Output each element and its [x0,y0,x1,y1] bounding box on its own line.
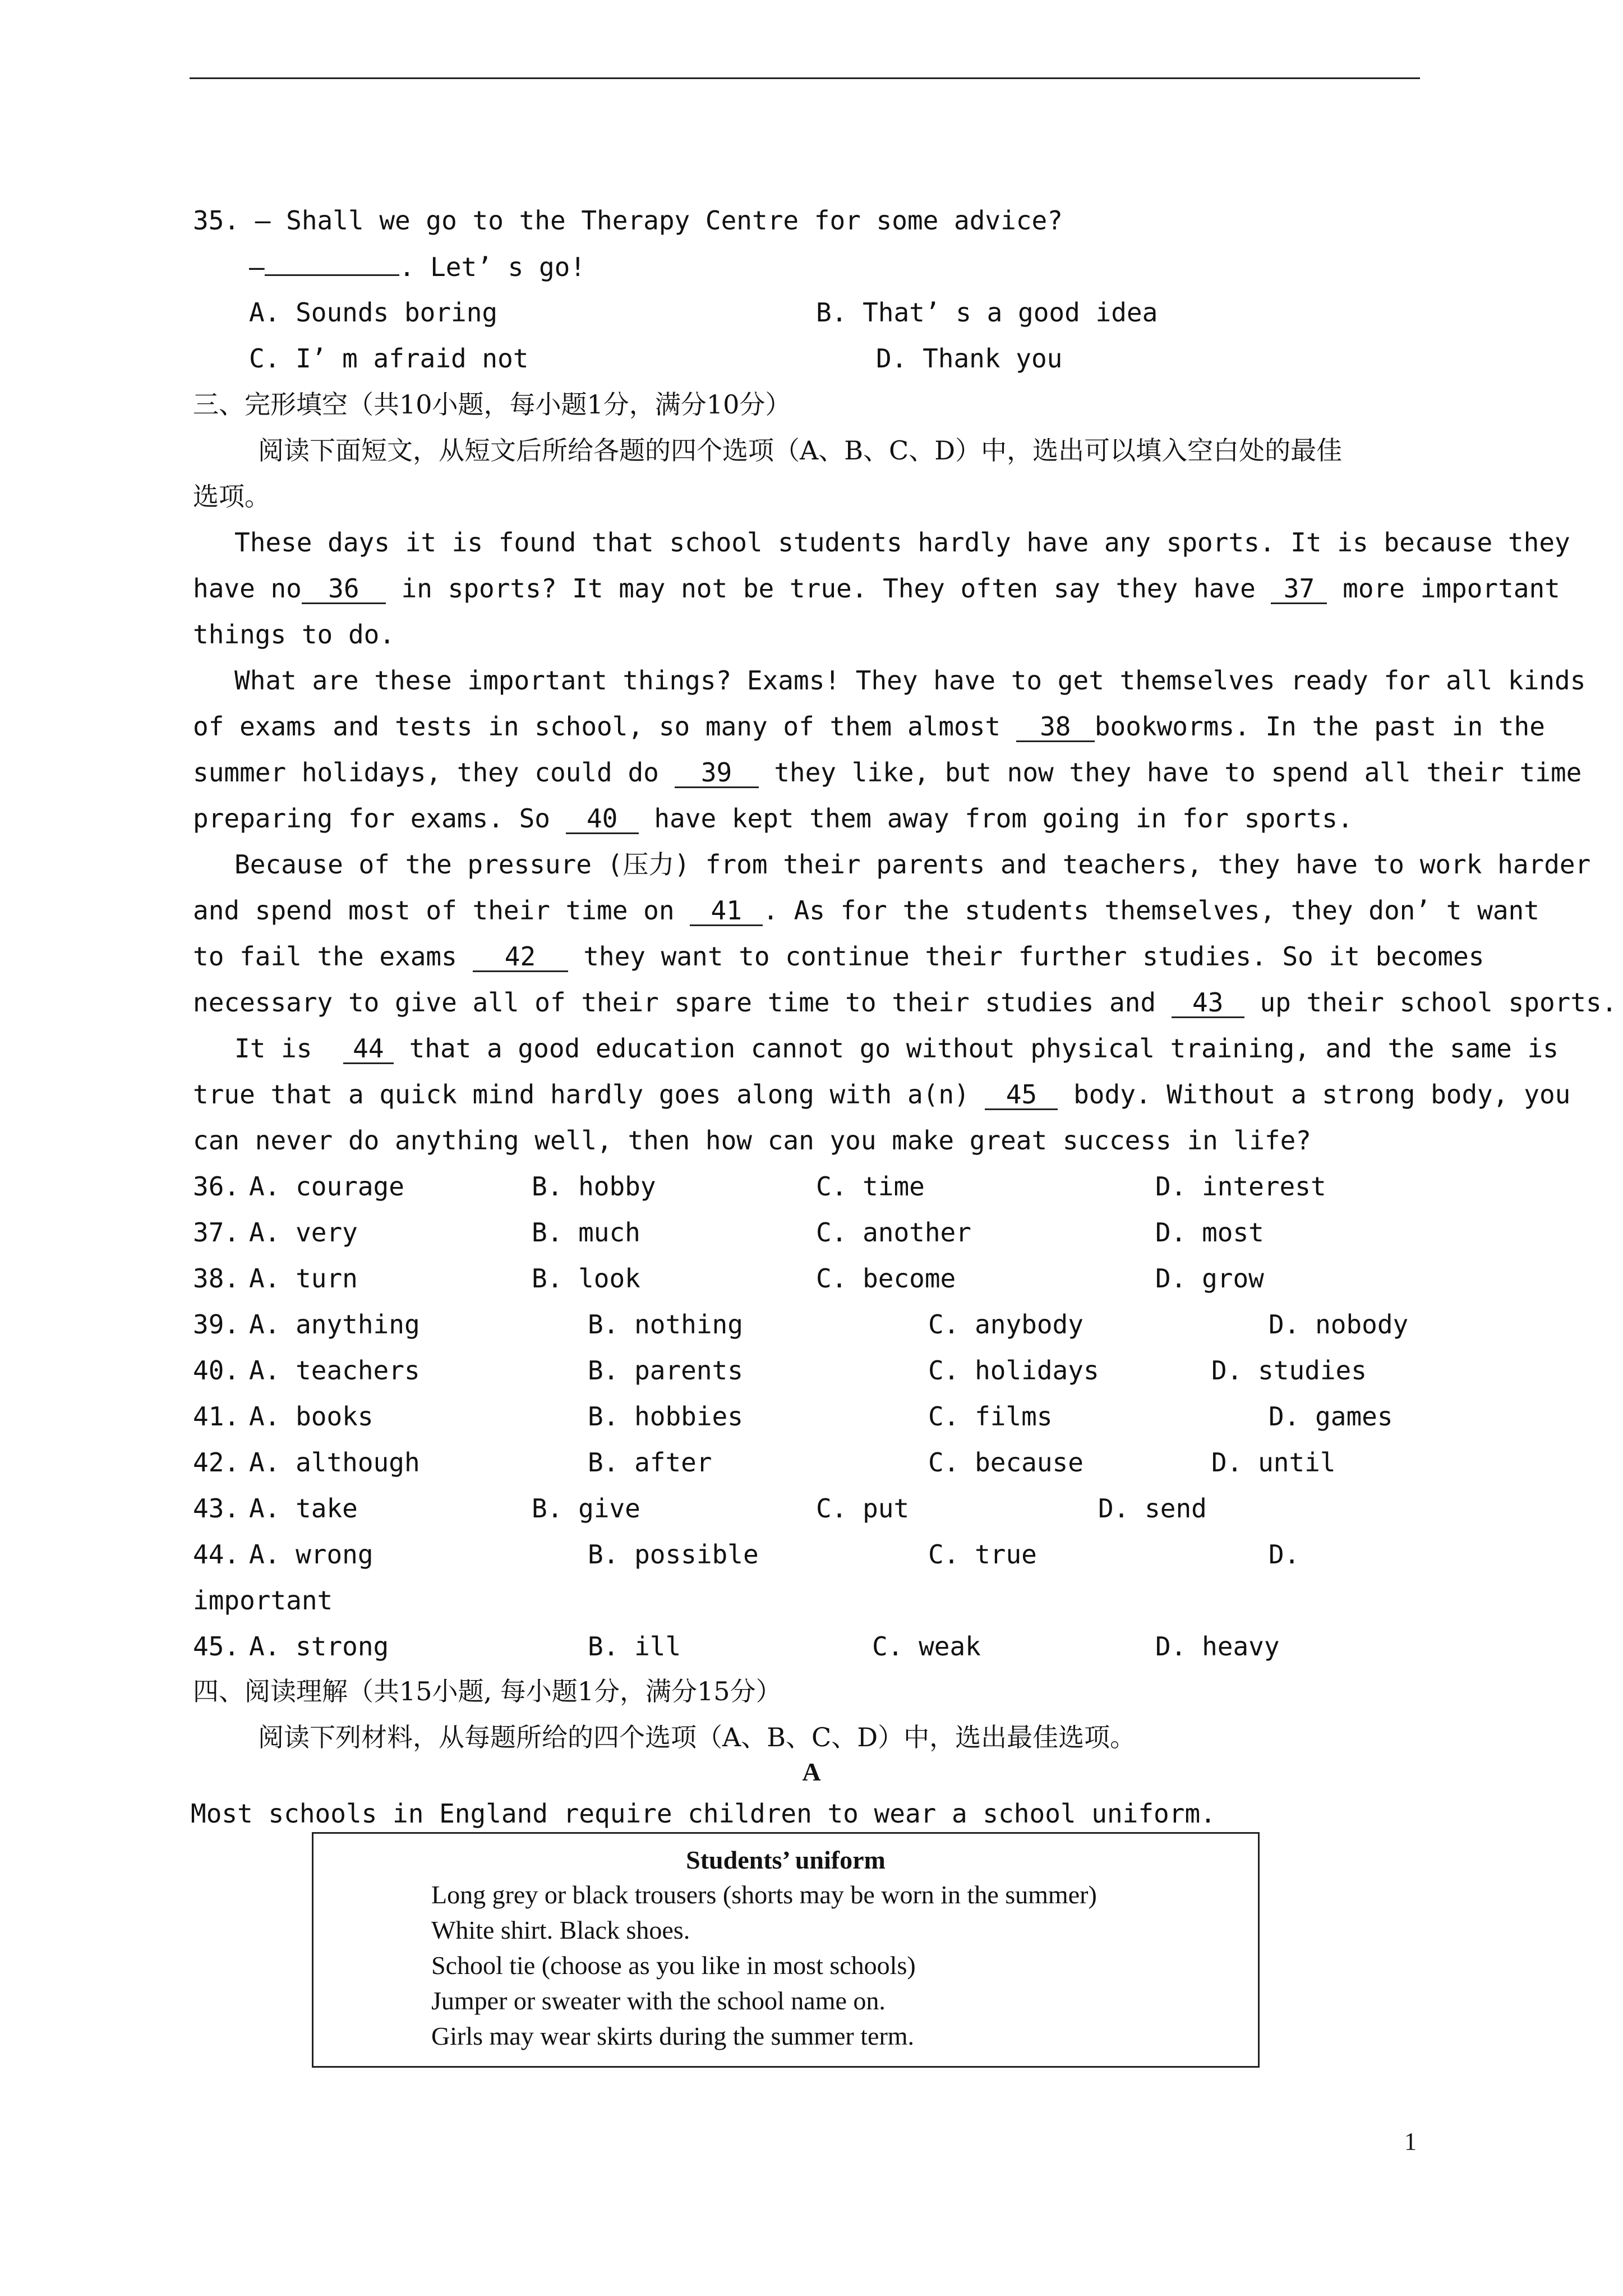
q35-blank [265,250,399,276]
choice-number: 41. [193,1401,240,1432]
passage-line [193,802,1353,835]
choice-c: C. another [816,1217,971,1248]
blank-36: 36 [302,574,386,604]
choice-b: B. give [532,1493,640,1524]
blank-42: 42 [473,942,568,972]
choice-d: D. interest [1155,1171,1326,1202]
passage-text: true that a quick mind hardly goes along with a(n) [193,1079,985,1110]
blank-41: 41 [690,896,763,926]
section4-heading: 四、阅读理解（共15小题, 每小题1分，满分15分） [193,1676,782,1706]
uniform-line: Girls may wear skirts during the summer term. [431,2022,915,2050]
passage-line: These days it is found that school students hardly have any sports. It is because they [234,527,1570,558]
blank-45: 45 [985,1080,1058,1110]
passage-text: that a good education cannot go without physical training, and the same is [393,1033,1559,1064]
q35-option-a: A. Sounds boring [249,297,498,328]
choice-d: D. [1269,1539,1300,1570]
uniform-box-title: Students’ uniform [686,1846,886,1874]
passage-text-chinese: 压力 [623,849,675,880]
passage-text: summer holidays, they could do [193,757,675,788]
uniform-line: School tie (choose as you like in most schools) [431,1951,916,1980]
passage-text: more important [1327,573,1560,604]
page-number: 1 [1404,2128,1417,2155]
choice-d: D. send [1098,1493,1207,1524]
choice-number: 37. [193,1217,240,1248]
passage-text: preparing for exams. So [193,803,566,834]
passage-line [234,848,1590,881]
passage-line [234,1032,1559,1065]
passage-text: in sports? It may not be true. They often say they have [385,573,1271,604]
passage-text: they want to continue their further studies. So it becomes [568,941,1484,972]
choice-number: 36. [193,1171,240,1202]
blank-40: 40 [566,804,639,834]
choice-c: C. true [928,1539,1037,1570]
choice-a: A. take [249,1493,358,1524]
passage-text: up their school sports. [1244,987,1617,1018]
q35-question: 35. — Shall we go to the Therapy Centre for some advice? [193,205,1063,236]
choice-c: C. time [816,1171,925,1202]
choice-a: A. turn [249,1263,358,1294]
blank-38: 38 [1016,712,1095,742]
passage-line [193,710,1545,743]
passage-text: have kept them away from going in for sports. [638,803,1353,834]
passage-line [193,1078,1570,1111]
q35-dash: — [249,252,265,282]
choice-d-wrap: important [193,1585,333,1616]
passage-line: What are these important things? Exams! They have to get themselves ready for all kinds [234,665,1586,696]
section4-instruction: 阅读下列材料，从每题所给的四个选项（A、B、C、D）中，选出最佳选项。 [258,1722,1136,1752]
passage-text: body. Without a strong body, you [1058,1079,1571,1110]
passage-line: can never do anything well, then how can you make great success in life? [193,1125,1311,1156]
section3-instruction-line2: 选项。 [193,481,270,512]
blank-44: 44 [343,1034,394,1064]
uniform-line: White shirt. Black shoes. [431,1916,690,1944]
choice-c: C. weak [872,1631,981,1662]
choice-d: D. until [1211,1447,1336,1478]
blank-39: 39 [675,758,759,788]
choice-number: 39. [193,1309,240,1340]
choice-c: C. because [928,1447,1083,1478]
choice-number: 43. [193,1493,240,1524]
passage-line [193,986,1617,1019]
choice-d: D. studies [1211,1355,1367,1386]
choice-d: D. most [1155,1217,1264,1248]
choice-c: C. holidays [928,1355,1099,1386]
passage-text: . As for the students themselves, they don’ t want [763,895,1539,926]
choice-c: C. become [816,1263,956,1294]
choice-a: A. very [249,1217,358,1248]
passage-text: It is [234,1033,343,1064]
passage-text: Because of the pressure ( [234,849,623,880]
q35-answer-tail: . Let’ s go! [399,252,586,282]
choice-number: 38. [193,1263,240,1294]
choice-a: A. although [249,1447,420,1478]
passage-text: of exams and tests in school, so many of them almost [193,711,1016,742]
choice-c: C. films [928,1401,1053,1432]
passage-text: they like, but now they have to spend all their time [758,757,1582,788]
blank-37: 37 [1271,574,1327,604]
choice-number: 45. [193,1631,240,1662]
passage-line: things to do. [193,619,395,650]
choice-b: B. parents [588,1355,743,1386]
choice-d: D. nobody [1269,1309,1409,1340]
choice-a: A. books [249,1401,374,1432]
choice-c: C. anybody [928,1309,1083,1340]
passage-text: necessary to give all of their spare time to their studies and [193,987,1172,1018]
choice-b: B. ill [588,1631,681,1662]
passage-line [193,894,1539,927]
choice-a: A. courage [249,1171,404,1202]
choice-b: B. hobbies [588,1401,743,1432]
header-rule [190,77,1420,79]
choice-b: B. much [532,1217,640,1248]
q35-option-c: C. I’ m afraid not [249,343,529,374]
passage-text: to fail the exams [193,941,473,972]
choice-b: B. nothing [588,1309,743,1340]
choice-d: D. games [1269,1401,1393,1432]
q35-option-b: B. That’ s a good idea [816,297,1158,328]
passage-line [193,572,1560,605]
choice-number: 42. [193,1447,240,1478]
uniform-line: Jumper or sweater with the school name on. [431,1986,886,2015]
choice-a: A. teachers [249,1355,420,1386]
passage-text: and spend most of their time on [193,895,690,926]
section3-instruction-line1: 阅读下面短文，从短文后所给各题的四个选项（A、B、C、D）中，选出可以填入空白处的最佳 [258,435,1343,466]
choice-a: A. wrong [249,1539,374,1570]
choice-b: B. possible [588,1539,759,1570]
passage-line [193,756,1581,789]
blank-43: 43 [1172,988,1244,1018]
uniform-box [312,1832,1260,2068]
choice-b: B. look [532,1263,640,1294]
q35-answer-line [249,250,585,284]
choice-b: B. hobby [532,1171,656,1202]
choice-number: 44. [193,1539,240,1570]
choice-d: D. heavy [1155,1631,1280,1662]
choice-d: D. grow [1155,1263,1264,1294]
passage-text: ) from their parents and teachers, they have to work harder [674,849,1591,880]
section3-heading: 三、完形填空（共10小题，每小题1分，满分10分） [193,389,791,420]
choice-c: C. put [816,1493,910,1524]
passage-text: bookworms. In the past in the [1094,711,1545,742]
passage-text: have no [193,573,302,604]
reading-intro: Most schools in England require children to wear a school uniform. [191,1798,1216,1829]
q35-option-d: D. Thank you [876,343,1063,374]
choice-b: B. after [588,1447,712,1478]
choice-a: A. strong [249,1631,389,1662]
part-label: A [802,1757,821,1786]
choice-a: A. anything [249,1309,420,1340]
choice-number: 40. [193,1355,240,1386]
uniform-line: Long grey or black trousers (shorts may be worn in the summer) [431,1880,1097,1909]
passage-line [193,940,1484,973]
